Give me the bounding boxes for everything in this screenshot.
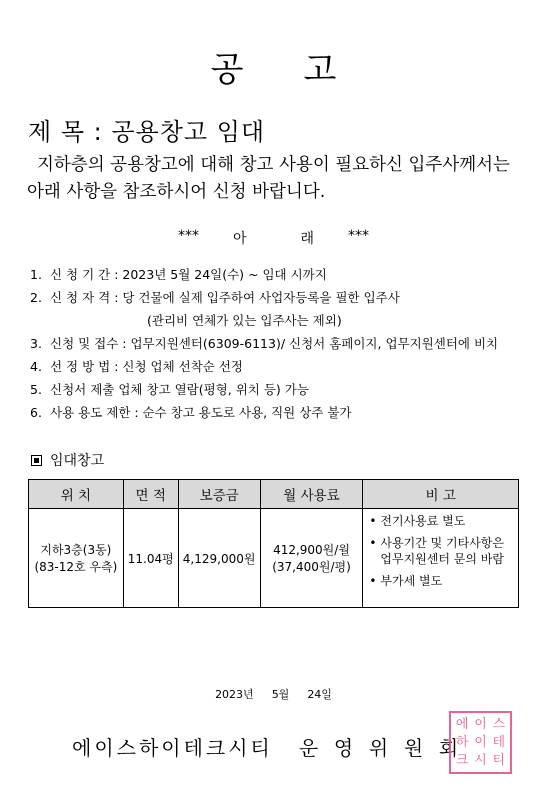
- asterisks: ***: [348, 228, 370, 244]
- section-title: 임대창고: [50, 453, 105, 469]
- intro-line: 지하층의 공용창고에 대해 창고 사용이 필요하신 입주사께서는: [37, 155, 510, 175]
- notice-date: 2023년 5월 24일: [215, 688, 332, 701]
- table-row: [29, 509, 519, 608]
- list-item-note: (관리비 연체가 있는 입주사는 제외): [147, 313, 342, 328]
- table-header: 보증금: [178, 480, 260, 509]
- details-list: [30, 263, 498, 424]
- section-heading: [31, 450, 104, 470]
- table-header: 비 고: [363, 480, 519, 509]
- monthly-fee-cell: 412,900원/월 (37,400원/평): [260, 509, 363, 608]
- deposit-cell: 4,129,000원: [178, 509, 260, 608]
- intro-paragraph: [27, 152, 537, 206]
- note-item: • 전기사용료 별도: [369, 513, 514, 529]
- table-header: 월 사용료: [260, 480, 363, 509]
- committee-char: 운: [298, 736, 319, 760]
- asterisks: ***: [177, 228, 199, 244]
- rental-table: [28, 479, 519, 608]
- committee-char: 회: [438, 736, 459, 760]
- notes-cell: [363, 509, 519, 608]
- area-cell: 11.04평: [123, 509, 178, 608]
- note-item: • 사용기간 및 기타사항은 업무지원센터 문의 바람: [369, 535, 514, 567]
- page-title: [0, 42, 547, 91]
- subject-line: 제 목 : 공용창고 임대: [28, 118, 266, 146]
- title-char: 공: [210, 50, 244, 90]
- official-seal-stamp: 에 이 스 하 이 테 크 시 티: [449, 711, 512, 774]
- table-header: 면 적: [123, 480, 178, 509]
- intro-line: 아래 사항을 참조하시어 신청 바랍니다.: [27, 182, 326, 202]
- location-cell: 지하3층(3동) (83-12호 우측): [29, 509, 124, 608]
- issuer: [72, 732, 474, 761]
- committee-char: 원: [403, 736, 424, 760]
- list-item: 6. 사용 용도 제한 : 순수 창고 용도로 사용, 직원 상주 불가: [30, 405, 352, 420]
- list-item: 1. 신 청 기 간 : 2023년 5월 24일(수) ~ 임대 시까지: [30, 267, 327, 282]
- list-item: 4. 선 정 방 법 : 신청 업체 선착순 선정: [30, 359, 243, 374]
- committee-char: 위: [368, 736, 389, 760]
- title-char: 고: [303, 50, 337, 90]
- organization-name: 에이스하이테크시티: [72, 736, 273, 760]
- heading-char: 래: [300, 231, 315, 247]
- table-header: 위 치: [29, 480, 124, 509]
- square-bullet-icon: [31, 455, 42, 466]
- list-item: 2. 신 청 자 격 : 당 건물에 실제 입주하여 사업자등록을 필한 입주사: [30, 290, 400, 305]
- table-header-row: [29, 480, 519, 509]
- committee-char: 영: [333, 736, 354, 760]
- details-heading: [0, 228, 547, 248]
- list-item: 5. 신청서 제출 업체 창고 열람(평형, 위치 등) 가능: [30, 382, 309, 397]
- note-item: • 부가세 별도: [369, 573, 514, 589]
- heading-char: 아: [232, 231, 247, 247]
- list-item: 3. 신청 및 접수 : 업무지원센터(6309-6113)/ 신청서 홈페이지, 업무지원센터에 비치: [30, 336, 499, 351]
